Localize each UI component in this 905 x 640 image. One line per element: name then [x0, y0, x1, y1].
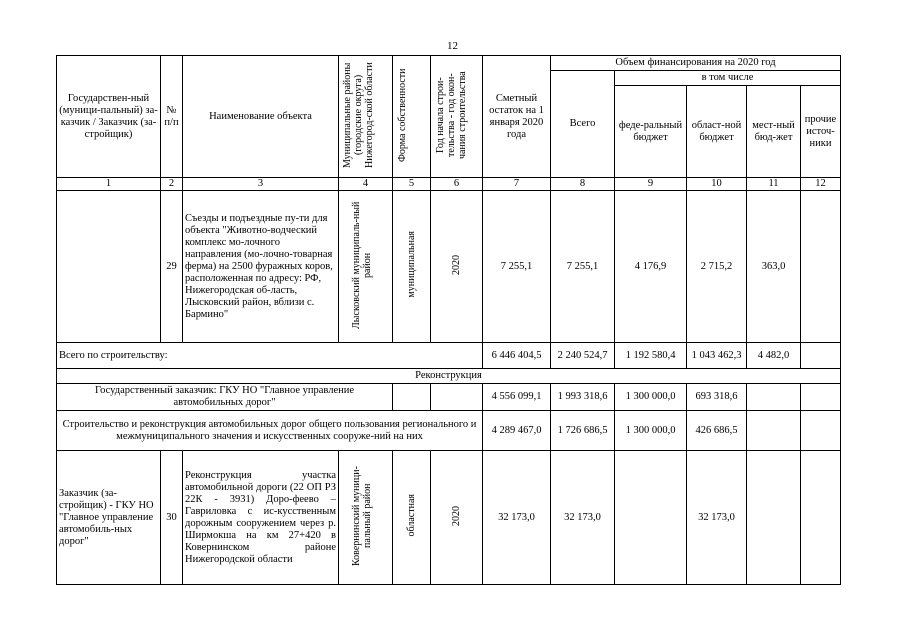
- index-cell: 7: [483, 178, 551, 191]
- customer-cell: Заказчик (за-стройщик) - ГКУ НО "Главное управление автомобиль-ных дорог": [57, 451, 161, 585]
- row-number: 29: [161, 191, 183, 343]
- ownership-form: муниципальная: [406, 231, 417, 298]
- federal-value: [615, 451, 687, 585]
- empty-cell: [801, 343, 841, 369]
- header-local: мест-ный бюд-жет: [747, 86, 801, 178]
- total-value: 32 173,0: [551, 451, 615, 585]
- header-other: прочие источ-ники: [801, 86, 841, 178]
- header-regional: област-ной бюджет: [687, 86, 747, 178]
- empty-cell: [801, 411, 841, 451]
- index-cell: 2: [161, 178, 183, 191]
- empty-cell: [431, 384, 483, 411]
- page-number: 12: [447, 40, 458, 52]
- header-districts: Муниципальные районы (городские округа) Нижегород-ской области: [341, 61, 375, 168]
- object-name: Реконструкция участка автомобильной дороги (22 ОП РЗ 22К - 3931) Доро-феево – Гавриловка с ис-кусственным дорожным сооружением через р. Ширмокша на км 27+420 в Ковернинском районе Нижегородской области: [183, 451, 339, 585]
- state-customer-balance: 4 556 099,1: [483, 384, 551, 411]
- header-number: № п/п: [161, 56, 183, 178]
- regional-value: 32 173,0: [687, 451, 747, 585]
- regional-value: 2 715,2: [687, 191, 747, 343]
- empty-cell: [801, 384, 841, 411]
- section-reconstruction: Реконструкция: [57, 369, 841, 384]
- other-value: [801, 191, 841, 343]
- state-customer-federal: 1 300 000,0: [615, 384, 687, 411]
- header-customer: Государствен-ный (муници-пальный) за-казчик / Заказчик (за-стройщик): [57, 56, 161, 178]
- index-cell: 3: [183, 178, 339, 191]
- state-customer-row: [57, 384, 841, 411]
- total-construction-balance: 6 446 404,5: [483, 343, 551, 369]
- index-cell: 4: [339, 178, 393, 191]
- total-construction-federal: 1 192 580,4: [615, 343, 687, 369]
- roads-subtotal-total: 1 726 686,5: [551, 411, 615, 451]
- table-row: [57, 191, 841, 343]
- total-construction-row: [57, 343, 841, 369]
- roads-subtotal-regional: 426 686,5: [687, 411, 747, 451]
- local-value: [747, 451, 801, 585]
- index-cell: 5: [393, 178, 431, 191]
- total-construction-local: 4 482,0: [747, 343, 801, 369]
- header-including: в том числе: [615, 71, 841, 86]
- construction-years: 2020: [451, 505, 462, 526]
- empty-cell: [747, 411, 801, 451]
- index-cell: 11: [747, 178, 801, 191]
- total-value: 7 255,1: [551, 191, 615, 343]
- state-customer-label: Государственный заказчик: ГКУ НО "Главное управление автомобильных дорог": [57, 384, 393, 411]
- local-value: 363,0: [747, 191, 801, 343]
- roads-subtotal-row: [57, 411, 841, 451]
- empty-cell: [747, 384, 801, 411]
- table-row: [57, 451, 841, 585]
- total-construction-total: 2 240 524,7: [551, 343, 615, 369]
- index-cell: 10: [687, 178, 747, 191]
- total-construction-regional: 1 043 462,3: [687, 343, 747, 369]
- district: Лысковский муниципаль-ный район: [350, 200, 373, 329]
- roads-subtotal-federal: 1 300 000,0: [615, 411, 687, 451]
- index-cell: 12: [801, 178, 841, 191]
- construction-years: 2020: [451, 254, 462, 275]
- header-funding-group: Объем финансирования на 2020 год: [551, 56, 841, 71]
- roads-subtotal-balance: 4 289 467,0: [483, 411, 551, 451]
- federal-value: 4 176,9: [615, 191, 687, 343]
- balance-value: 7 255,1: [483, 191, 551, 343]
- other-value: [801, 451, 841, 585]
- index-cell: 1: [57, 178, 161, 191]
- column-index-row: [57, 178, 841, 191]
- header-object-name: Наименование объекта: [183, 56, 339, 178]
- header-ownership: Форма собственности: [396, 67, 408, 162]
- header-years: Год начала строи-тельства - год окон-чания строительства: [434, 70, 468, 159]
- index-cell: 8: [551, 178, 615, 191]
- ownership-form: областная: [406, 494, 417, 537]
- total-construction-label: Всего по строительству:: [57, 343, 483, 369]
- header-federal: феде-ральный бюджет: [615, 86, 687, 178]
- index-cell: 9: [615, 178, 687, 191]
- district: Ковернинский муници-пальный район: [350, 465, 373, 566]
- state-customer-regional: 693 318,6: [687, 384, 747, 411]
- balance-value: 32 173,0: [483, 451, 551, 585]
- empty-cell: [393, 384, 431, 411]
- header-total: Всего: [551, 71, 615, 178]
- object-name: Съезды и подъездные пу-ти для объекта "Животно-водческий комплекс мо-лочного направления (мо-лочно-товарная ферма) на 2500 фуражных коров, расположенная по адресу: РФ, Нижегородская об-ласть, Лысковский район, вблизи с. Бармино": [183, 191, 339, 343]
- roads-subtotal-label: Строительство и реконструкция автомобильных дорог общего пользования регионального и межмуниципального значения и искусственных сооруже-ний на них: [57, 411, 483, 451]
- financing-table: [56, 55, 841, 585]
- customer-cell: [57, 191, 161, 343]
- index-cell: 6: [431, 178, 483, 191]
- header-balance: Сметный остаток на 1 января 2020 года: [483, 56, 551, 178]
- state-customer-total: 1 993 318,6: [551, 384, 615, 411]
- row-number: 30: [161, 451, 183, 585]
